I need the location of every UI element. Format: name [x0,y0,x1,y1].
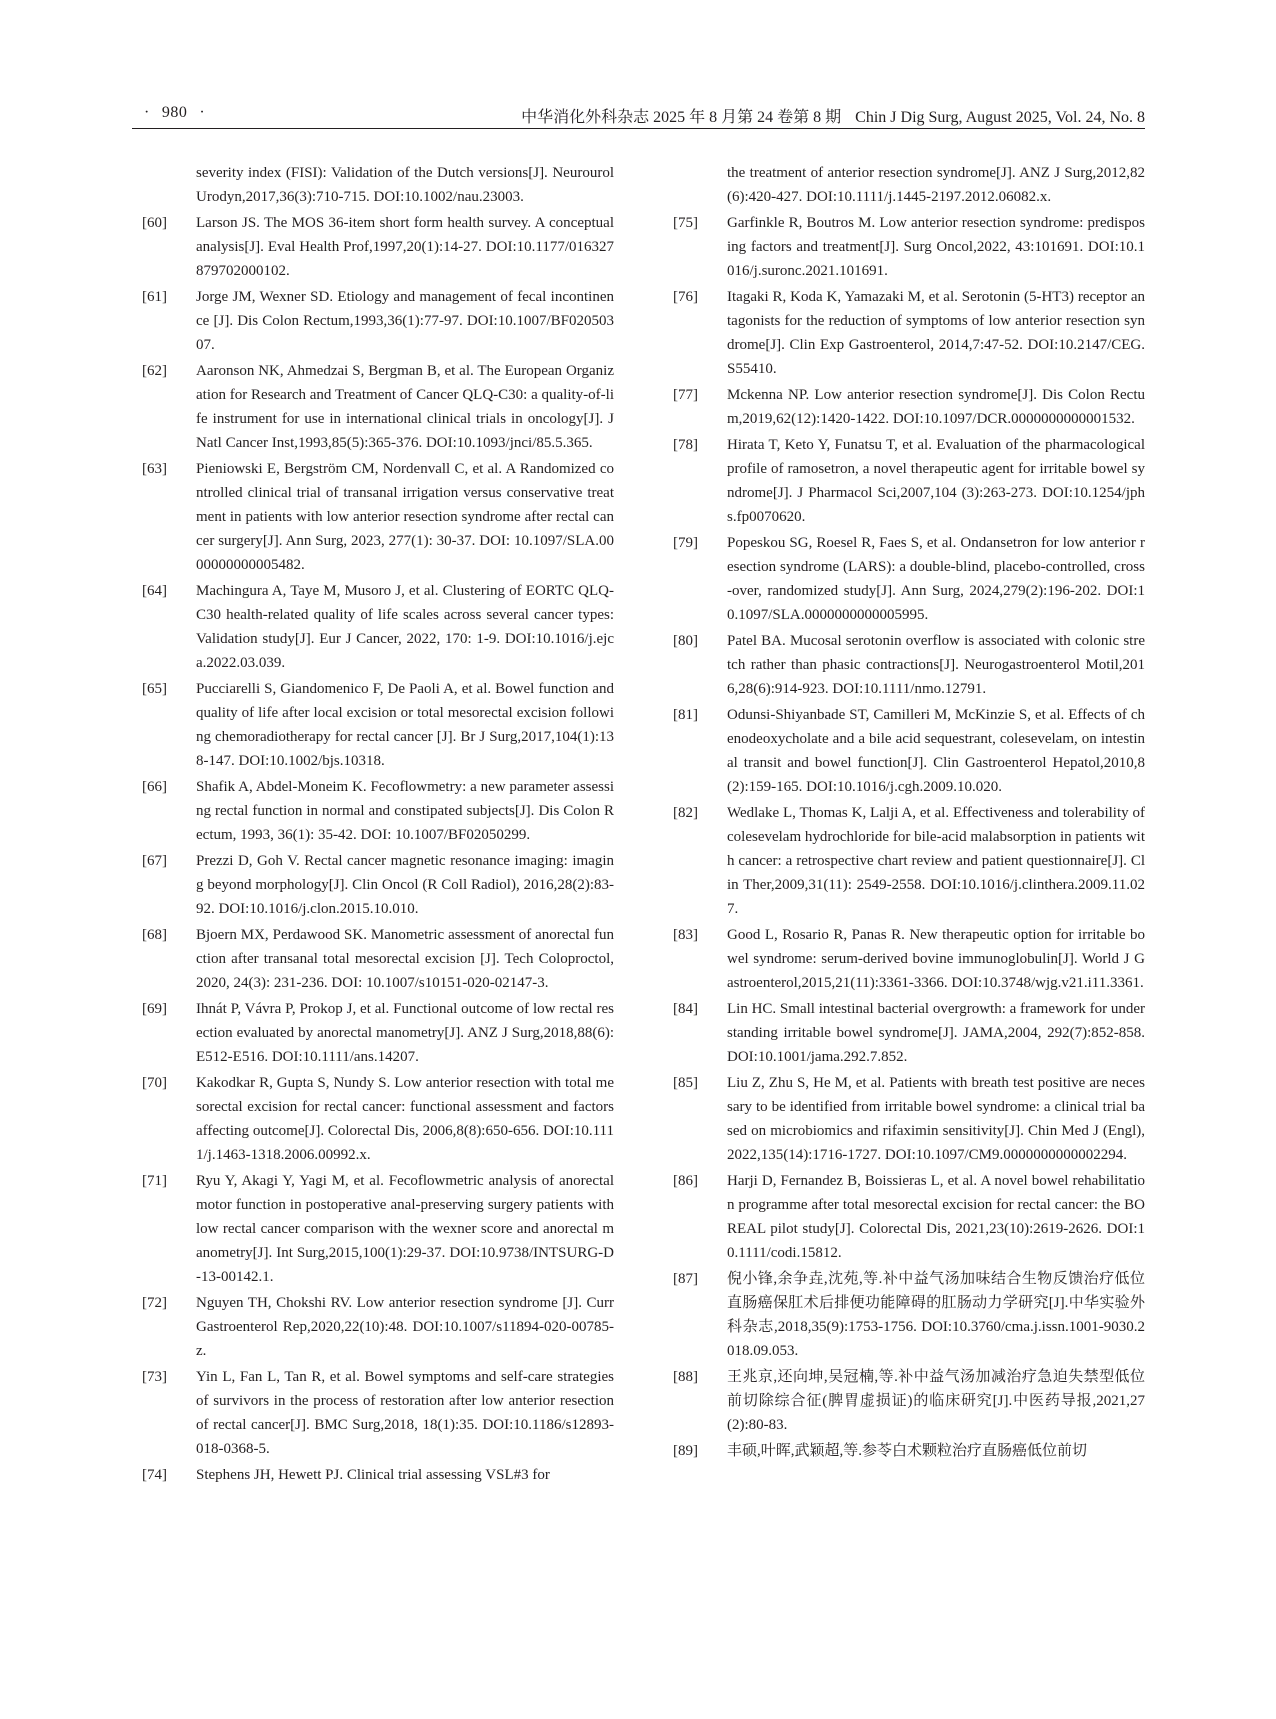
reference-text: Popeskou SG, Roesel R, Faes S, et al. Ondansetron for low anterior resection syndrome (LARS): a double-blind, placebo-controlled, cross-over, randomized study[J]. Ann Surg, 2024,279(2):196-202. DOI:10.1097/SLA.0000000000005995. [727,535,1145,623]
reference-text: Patel BA. Mucosal serotonin overflow is associated with colonic stretch rather than phasic contractions[J]. Neurogastroenterol Motil,2016,28(6):914-923. DOI:10.1111/nmo.12791. [727,633,1145,697]
reference-text: Stephens JH, Hewett PJ. Clinical trial assessing VSL#3 for [196,1467,550,1483]
reference-number: [80] [673,633,698,649]
journal-title-cn: 中华消化外科杂志 2025 年 8 月第 24 卷第 8 期 [521,109,842,126]
reference-number: [69] [142,1001,167,1017]
reference-item [673,1169,1145,1265]
reference-number: [68] [142,927,167,943]
bullet-dot: · [199,104,206,121]
reference-number: [74] [142,1467,167,1483]
reference-number: [77] [673,387,698,403]
page-number [132,104,217,122]
reference-item [673,1267,1145,1363]
reference-number: [89] [673,1443,698,1459]
reference-number: [61] [142,289,167,305]
reference-number: [70] [142,1075,167,1091]
reference-continuation [673,161,1145,209]
reference-number: [64] [142,583,167,599]
reference-number: [67] [142,853,167,869]
reference-text: severity index (FISI): Validation of the Dutch versions[J]. Neurourol Urodyn,2017,36(3):710-715. DOI:10.1002/nau.23003. [196,165,614,205]
reference-text: 王兆京,还向坤,吴冠楠,等.补中益气汤加减治疗急迫失禁型低位前切除综合征(脾胃虚损证)的临床研究[J].中医药导报,2021,27(2):80-83. [727,1369,1145,1433]
reference-item [142,923,614,995]
reference-text: Ryu Y, Akagi Y, Yagi M, et al. Fecoflowmetric analysis of anorectal motor function in postoperative anal-preserving surgery patients with low rectal cancer comparison with the wexner score and anorectal manometry[J]. Int Surg,2015,100(1):29-37. DOI:10.9738/INTSURG-D-13-00142.1. [196,1173,614,1285]
reference-continuation [142,161,614,209]
reference-number: [82] [673,805,698,821]
reference-item [673,997,1145,1069]
right-column [673,161,1145,1465]
reference-item [142,849,614,921]
reference-text: Pucciarelli S, Giandomenico F, De Paoli A, et al. Bowel function and quality of life after local excision or total mesorectal excision following chemoradiotherapy for rectal cancer [J]. Br J Surg,2017,104(1):138-147. DOI:10.1002/bjs.10318. [196,681,614,769]
reference-item [142,775,614,847]
reference-item [673,1365,1145,1437]
reference-item [142,211,614,283]
reference-text: Jorge JM, Wexner SD. Etiology and management of fecal incontinence [J]. Dis Colon Rectum,1993,36(1):77-97. DOI:10.1007/BF02050307. [196,289,614,353]
reference-text: Nguyen TH, Chokshi RV. Low anterior resection syndrome [J]. Curr Gastroenterol Rep,2020,22(10):48. DOI:10.1007/s11894-020-00785-z. [196,1295,614,1359]
reference-item [142,1169,614,1289]
reference-item [142,285,614,357]
reference-text: Kakodkar R, Gupta S, Nundy S. Low anterior resection with total mesorectal excision for rectal cancer: functional assessment and factors affecting outcome[J]. Colorectal Dis, 2006,8(8):650-656. DOI:10.1111/j.1463-1318.2006.00992.x. [196,1075,614,1163]
reference-number: [60] [142,215,167,231]
reference-number: [85] [673,1075,698,1091]
reference-text: Prezzi D, Goh V. Rectal cancer magnetic resonance imaging: imaging beyond morphology[J]. Clin Oncol (R Coll Radiol), 2016,28(2):83-92. DOI:10.1016/j.clon.2015.10.010. [196,853,614,917]
reference-item [673,211,1145,283]
reference-text: Wedlake L, Thomas K, Lalji A, et al. Effectiveness and tolerability of colesevelam hydrochloride for bile-acid malabsorption in patients with cancer: a retrospective chart review and patient questionnaire[J]. Clin Ther,2009,31(11): 2549-2558. DOI:10.1016/j.clinthera.2009.11.027. [727,805,1145,917]
left-column [142,161,614,1489]
reference-text: 丰硕,叶晖,武颖超,等.参苓白术颗粒治疗直肠癌低位前切 [727,1443,1088,1459]
reference-number: [63] [142,461,167,477]
reference-number: [87] [673,1271,698,1287]
reference-number: [83] [673,927,698,943]
reference-text: Good L, Rosario R, Panas R. New therapeutic option for irritable bowel syndrome: serum-derived bovine immunoglobulin[J]. World J Gastroenterol,2015,21(11):3361-3366. DOI:10.3748/wjg.v21.i11.3361. [727,927,1145,991]
journal-title [521,104,1145,127]
reference-text: Odunsi-Shiyanbade ST, Camilleri M, McKinzie S, et al. Effects of chenodeoxycholate and a bile acid sequestrant, colesevelam, on intestinal transit and bowel function[J]. Clin Gastroenterol Hepatol,2010,8(2):159-165. DOI:10.1016/j.cgh.2009.10.020. [727,707,1145,795]
reference-item [673,383,1145,431]
reference-number: [79] [673,535,698,551]
reference-item [673,629,1145,701]
reference-text: Harji D, Fernandez B, Boissieras L, et al. A novel bowel rehabilitation programme after total mesorectal excision for rectal cancer: the BOREAL pilot study[J]. Colorectal Dis, 2021,23(10):2619-2626. DOI:10.1111/codi.15812. [727,1173,1145,1261]
reference-item [142,457,614,577]
reference-item [142,1291,614,1363]
reference-text: Machingura A, Taye M, Musoro J, et al. Clustering of EORTC QLQ-C30 health-related quality of life scales across several cancer types: Validation study[J]. Eur J Cancer, 2022, 170: 1-9. DOI:10.1016/j.ejca.2022.03.039. [196,583,614,671]
reference-item [142,1463,614,1487]
reference-item [673,433,1145,529]
reference-item [142,359,614,455]
reference-item [673,285,1145,381]
running-header [132,102,1145,129]
reference-text: Ihnát P, Vávra P, Prokop J, et al. Functional outcome of low rectal resection evaluated by anorectal manometry[J]. ANZ J Surg,2018,88(6):E512-E516. DOI:10.1111/ans.14207. [196,1001,614,1065]
page-number-value: 980 [161,104,188,121]
reference-item [142,579,614,675]
reference-text: Shafik A, Abdel-Moneim K. Fecoflowmetry: a new parameter assessing rectal function in normal and constipated subjects[J]. Dis Colon Rectum, 1993, 36(1): 35-42. DOI: 10.1007/BF02050299. [196,779,614,843]
reference-number: [88] [673,1369,698,1385]
reference-item [673,801,1145,921]
reference-text: Yin L, Fan L, Tan R, et al. Bowel symptoms and self-care strategies of survivors in the process of restoration after low anterior resection of rectal cancer[J]. BMC Surg,2018, 18(1):35. DOI:10.1186/s12893-018-0368-5. [196,1369,614,1457]
reference-text: Pieniowski E, Bergström CM, Nordenvall C, et al. A Randomized controlled clinical trial of transanal irrigation versus conservative treatment in patients with low anterior resection syndrome after rectal cancer surgery[J]. Ann Surg, 2023, 277(1): 30-37. DOI: 10.1097/SLA.0000000000005482. [196,461,614,573]
reference-item [673,531,1145,627]
bullet-dot: · [144,104,150,121]
reference-item [142,1365,614,1461]
reference-number: [62] [142,363,167,379]
reference-text: Hirata T, Keto Y, Funatsu T, et al. Evaluation of the pharmacological profile of ramosetron, a novel therapeutic agent for irritable bowel syndrome[J]. J Pharmacol Sci,2007,104 (3):263-273. DOI:10.1254/jphs.fp0070620. [727,437,1145,525]
reference-item [673,1439,1145,1463]
reference-item [142,997,614,1069]
reference-item [673,1071,1145,1167]
reference-text: Mckenna NP. Low anterior resection syndrome[J]. Dis Colon Rectum,2019,62(12):1420-1422. DOI:10.1097/DCR.0000000000001532. [727,387,1145,427]
reference-item [142,1071,614,1167]
reference-text: Aaronson NK, Ahmedzai S, Bergman B, et al. The European Organization for Research and Treatment of Cancer QLQ-C30: a quality-of-life instrument for use in international clinical trials in oncology[J]. J Natl Cancer Inst,1993,85(5):365-376. DOI:10.1093/jnci/85.5.365. [196,363,614,451]
reference-text: Bjoern MX, Perdawood SK. Manometric assessment of anorectal function after transanal total mesorectal excision [J]. Tech Coloproctol, 2020, 24(3): 231-236. DOI: 10.1007/s10151-020-02147-3. [196,927,614,991]
journal-title-en: Chin J Dig Surg, August 2025, Vol. 24, No. 8 [855,109,1145,126]
reference-number: [72] [142,1295,167,1311]
reference-text: Lin HC. Small intestinal bacterial overgrowth: a framework for understanding irritable bowel syndrome[J]. JAMA,2004, 292(7):852-858. DOI:10.1001/jama.292.7.852. [727,1001,1145,1065]
reference-item [673,923,1145,995]
reference-number: [81] [673,707,698,723]
reference-text: Larson JS. The MOS 36-item short form health survey. A conceptual analysis[J]. Eval Health Prof,1997,20(1):14-27. DOI:10.1177/016327879702000102. [196,215,614,279]
reference-number: [73] [142,1369,167,1385]
reference-number: [76] [673,289,698,305]
reference-text: Itagaki R, Koda K, Yamazaki M, et al. Serotonin (5-HT3) receptor antagonists for the reduction of symptoms of low anterior resection syndrome[J]. Clin Exp Gastroenterol, 2014,7:47-52. DOI:10.2147/CEG.S55410. [727,289,1145,377]
reference-text: the treatment of anterior resection syndrome[J]. ANZ J Surg,2012,82(6):420-427. DOI:10.1111/j.1445-2197.2012.06082.x. [727,165,1145,205]
reference-list-left [142,211,614,1487]
reference-number: [66] [142,779,167,795]
reference-number: [75] [673,215,698,231]
reference-text: Liu Z, Zhu S, He M, et al. Patients with breath test positive are necessary to be identified from irritable bowel syndrome: a clinical trial based on microbiomics and rifaximin sensitivity[J]. Chin Med J (Engl),2022,135(14):1716-1727. DOI:10.1097/CM9.0000000000002294. [727,1075,1145,1163]
reference-text: 倪小锋,余争垚,沈苑,等.补中益气汤加味结合生物反馈治疗低位直肠癌保肛术后排便功能障碍的肛肠动力学研究[J].中华实验外科杂志,2018,35(9):1753-1756. DOI:10.3760/cma.j.issn.1001-9030.2018.09.053. [727,1271,1145,1359]
reference-list-right [673,211,1145,1463]
reference-item [673,703,1145,799]
reference-number: [84] [673,1001,698,1017]
reference-item [142,677,614,773]
reference-number: [78] [673,437,698,453]
reference-text: Garfinkle R, Boutros M. Low anterior resection syndrome: predisposing factors and treatment[J]. Surg Oncol,2022, 43:101691. DOI:10.1016/j.suronc.2021.101691. [727,215,1145,279]
reference-number: [71] [142,1173,167,1189]
reference-number: [65] [142,681,167,697]
reference-number: [86] [673,1173,698,1189]
